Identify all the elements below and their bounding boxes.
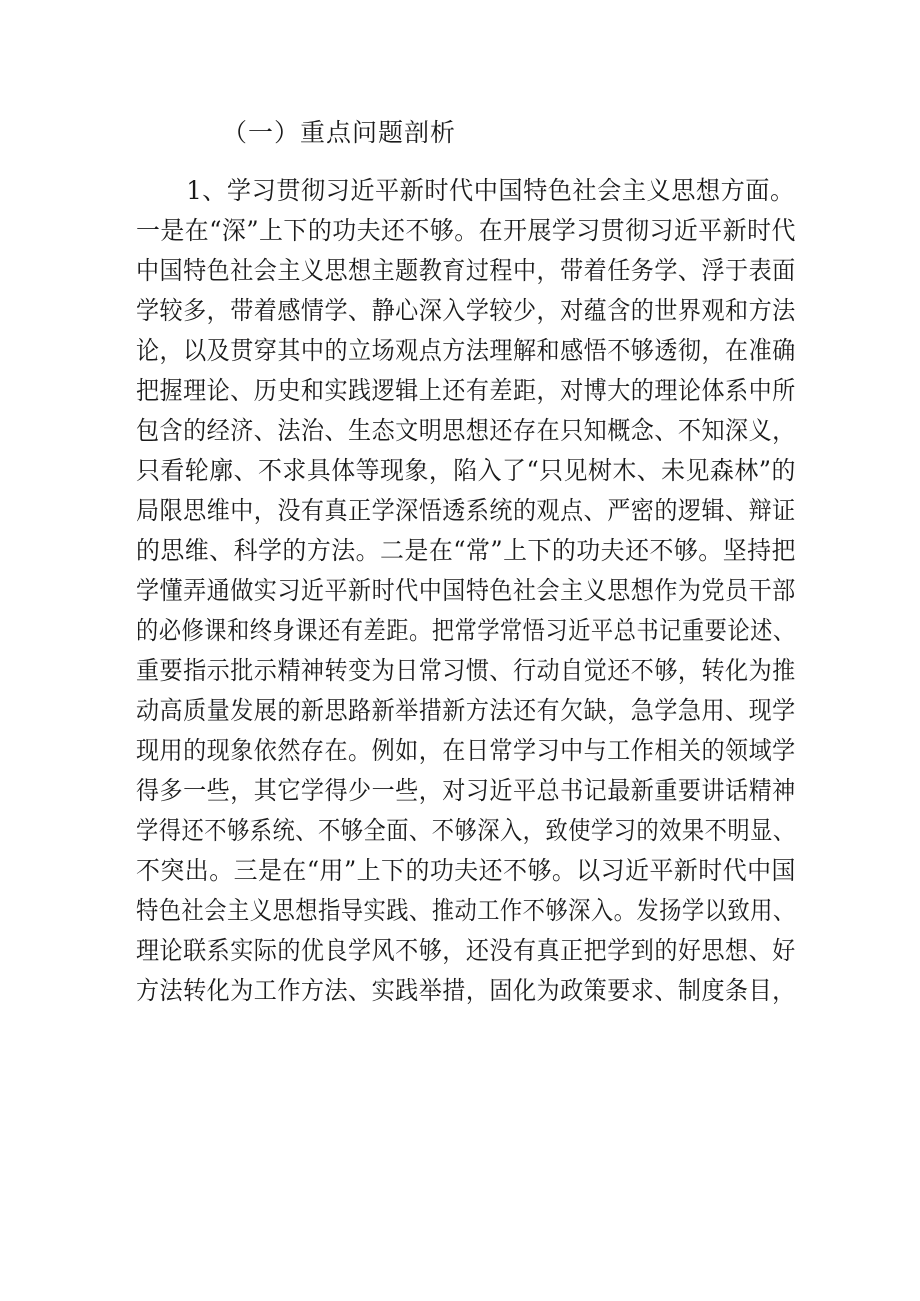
section-heading: （一）重点问题剖析: [222, 118, 457, 147]
paragraph-line: 一是在“深”上下的功夫还不够。在开展学习贯彻习近平新时代: [136, 216, 796, 245]
paragraph-line: 的思维、科学的方法。二是在“常”上下的功夫还不够。坚持把: [136, 536, 796, 565]
paragraph-line: 学懂弄通做实习近平新时代中国特色社会主义思想作为党员干部: [136, 576, 796, 605]
paragraph-line: 理论联系实际的优良学风不够，还没有真正把学到的好思想、好: [136, 936, 796, 965]
paragraph-line: 局限思维中，没有真正学深悟透系统的观点、严密的逻辑、辩证: [136, 496, 796, 525]
paragraph-line: 得多一些，其它学得少一些，对习近平总书记最新重要讲话精神: [136, 776, 796, 805]
paragraph-line: 学较多，带着感情学、静心深入学较少，对蕴含的世界观和方法: [136, 296, 796, 325]
paragraph-line: 1、学习贯彻习近平新时代中国特色社会主义思想方面。: [186, 176, 795, 205]
paragraph-line: 不突出。三是在“用”上下的功夫还不够。以习近平新时代中国: [136, 856, 796, 885]
paragraph-line: 学得还不够系统、不够全面、不够深入，致使学习的效果不明显、: [136, 816, 796, 845]
paragraph-line: 中国特色社会主义思想主题教育过程中，带着任务学、浮于表面: [136, 256, 796, 285]
paragraph-line: 的必修课和终身课还有差距。把常学常悟习近平总书记重要论述、: [136, 616, 796, 645]
paragraph-line: 包含的经济、法治、生态文明思想还存在只知概念、不知深义，: [136, 416, 796, 445]
paragraph-line: 论，以及贯穿其中的立场观点方法理解和感悟不够透彻，在准确: [136, 336, 796, 365]
paragraph-line: 特色社会主义思想指导实践、推动工作不够深入。发扬学以致用、: [136, 896, 796, 925]
body-paragraph: [136, 171, 796, 1011]
paragraph-line: 现用的现象依然存在。例如，在日常学习中与工作相关的领域学: [136, 736, 796, 765]
paragraph-line: 把握理论、历史和实践逻辑上还有差距，对博大的理论体系中所: [136, 376, 796, 405]
paragraph-line: 重要指示批示精神转变为日常习惯、行动自觉还不够，转化为推: [136, 656, 796, 685]
paragraph-line: 动高质量发展的新思路新举措新方法还有欠缺，急学急用、现学: [136, 696, 796, 725]
paragraph-line: 只看轮廓、不求具体等现象，陷入了“只见树木、未见森林”的: [136, 456, 796, 485]
paragraph-line: 方法转化为工作方法、实践举措，固化为政策要求、制度条目，: [136, 976, 796, 1005]
